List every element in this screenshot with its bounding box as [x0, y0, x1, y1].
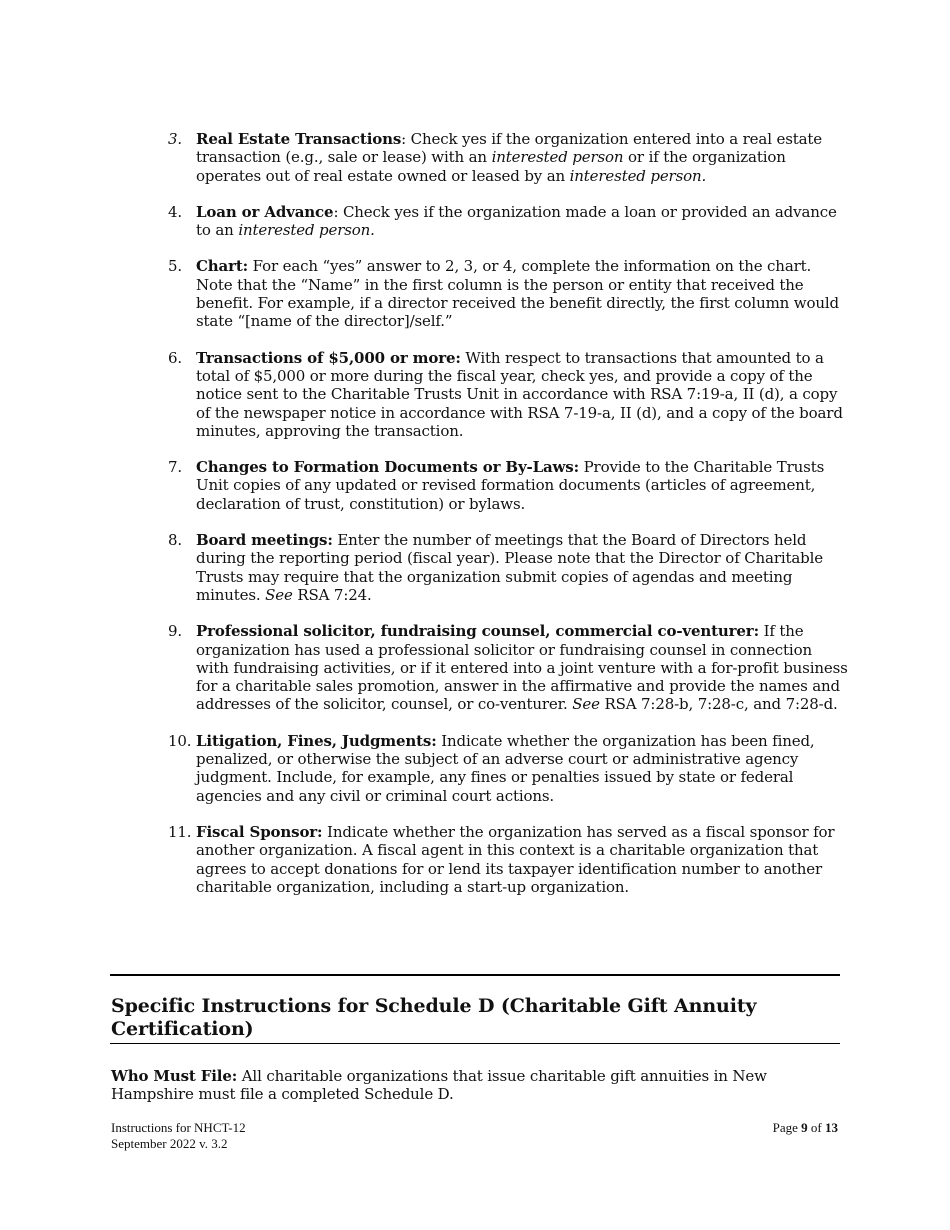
item-emphasis: interested person.	[569, 166, 707, 185]
item-emphasis: interested person.	[238, 221, 375, 240]
footer-document-info	[111, 1120, 246, 1152]
section-heading: Specific Instructions for Schedule D (Charitable Gift Annuity Certification)	[111, 995, 757, 1040]
item-emphasis: interested person	[491, 148, 624, 167]
item-number: 3.	[168, 130, 183, 148]
item-term: Litigation, Fines, Judgments:	[196, 731, 437, 750]
item-text: Indicate whether the organization has been fined, penalized, or otherwise the subject of an adverse court or administrative agency judgment. Include, for example, any fines or penalties issued by state or federal agencies and any civil or criminal court actions.	[196, 731, 815, 805]
item-text: : Check yes if the organization made a loan or provided an advance to an	[196, 202, 837, 240]
item-statute-reference: RSA 7:24.	[292, 585, 372, 604]
item-term: Changes to Formation Documents or By-Laws:	[196, 458, 579, 477]
section-divider-top	[110, 974, 840, 976]
item-number: 6.	[168, 348, 183, 367]
item-text: With respect to transactions that amounted to a total of $5,000 or more during the fiscal year, check yes, and provide a copy of the notice sent to the Charitable Trusts Unit in accordance with RSA 7:19-a, II (d), a copy of the newspaper notice in accordance with RSA 7-19-a, II (d), and a copy of the board minutes, approving the transaction.	[196, 348, 843, 440]
item-term: Fiscal Sponsor:	[196, 822, 323, 841]
section-divider-bottom	[110, 1043, 840, 1044]
list-item-4	[168, 203, 848, 240]
item-see-reference: See	[265, 585, 293, 604]
item-number: 8.	[168, 531, 183, 550]
list-item-9	[168, 622, 848, 713]
item-term: Loan or Advance	[196, 202, 334, 221]
item-term: Chart:	[196, 257, 249, 276]
instruction-list	[168, 130, 848, 914]
footer-page-number	[773, 1120, 838, 1136]
list-item-6	[168, 349, 848, 440]
footer-doc-date: September 2022 v. 3.2	[111, 1136, 228, 1151]
item-term: Professional solicitor, fundraising counsel, commercial co-venturer:	[196, 622, 759, 641]
list-item-3	[168, 130, 848, 185]
list-item-5	[168, 257, 848, 330]
footer-doc-title: Instructions for NHCT-12	[111, 1120, 246, 1135]
item-number: 9.	[168, 622, 183, 641]
item-statute-reference: RSA 7:28-b, 7:28-c, and 7:28-d.	[599, 695, 838, 714]
item-see-reference: See	[572, 695, 600, 714]
item-text: For each “yes” answer to 2, 3, or 4, complete the information on the chart. Note that the “Name” in the first column is the person or entity that received the benefit. For example, if a director received the benefit directly, the first column would state “[name of the director]/self.”	[196, 257, 839, 331]
who-must-file-paragraph	[111, 1067, 831, 1104]
item-term: Real Estate Transactions	[196, 130, 402, 148]
item-text: Enter the number of meetings that the Board of Directors held during the reporting period (fiscal year). Please note that the Director of Charitable Trusts may require that the organization submit copies of agendas and meeting minutes.	[196, 531, 824, 604]
item-number: 10.	[168, 731, 192, 750]
of-label: of	[807, 1120, 825, 1135]
who-must-file-label: Who Must File:	[111, 1067, 238, 1085]
item-term: Transactions of $5,000 or more:	[196, 348, 461, 367]
list-item-11	[168, 823, 848, 896]
list-item-10	[168, 732, 848, 805]
list-item-7	[168, 458, 848, 513]
item-text: : Check yes if the organization entered into a real estate transaction (e.g., sale or lease) with an	[196, 130, 823, 167]
current-page: 9	[801, 1120, 808, 1135]
item-number: 5.	[168, 257, 183, 276]
item-text: Provide to the Charitable Trusts Unit copies of any updated or revised formation documents (articles of agreement, declaration of trust, constitution) or bylaws.	[196, 458, 825, 513]
item-term: Board meetings:	[196, 531, 333, 550]
list-item-8	[168, 531, 848, 604]
item-number: 7.	[168, 458, 183, 477]
page-label: Page	[772, 1120, 802, 1135]
item-number: 11.	[168, 822, 192, 841]
item-text: Indicate whether the organization has served as a fiscal sponsor for another organization. A fiscal agent in this context is a charitable organization that agrees to accept donations for or lend its taxpayer identification number to another charitable organization, including a start-up organization.	[196, 822, 835, 896]
total-pages: 13	[825, 1120, 838, 1135]
item-text: or if the organization operates out of real estate owned or leased by an	[196, 148, 786, 185]
who-must-file-text: All charitable organizations that issue charitable gift annuities in New Hampshire must file a completed Schedule D.	[111, 1067, 767, 1104]
item-text: If the organization has used a professional solicitor or fundraising counsel in connection with fundraising activities, or if it entered into a joint venture with a for-profit business for a charitable sales promotion, answer in the affirmative and provide the names and addresses of the solicitor, counsel, or co-venturer.	[196, 622, 848, 714]
item-number: 4.	[168, 202, 183, 221]
